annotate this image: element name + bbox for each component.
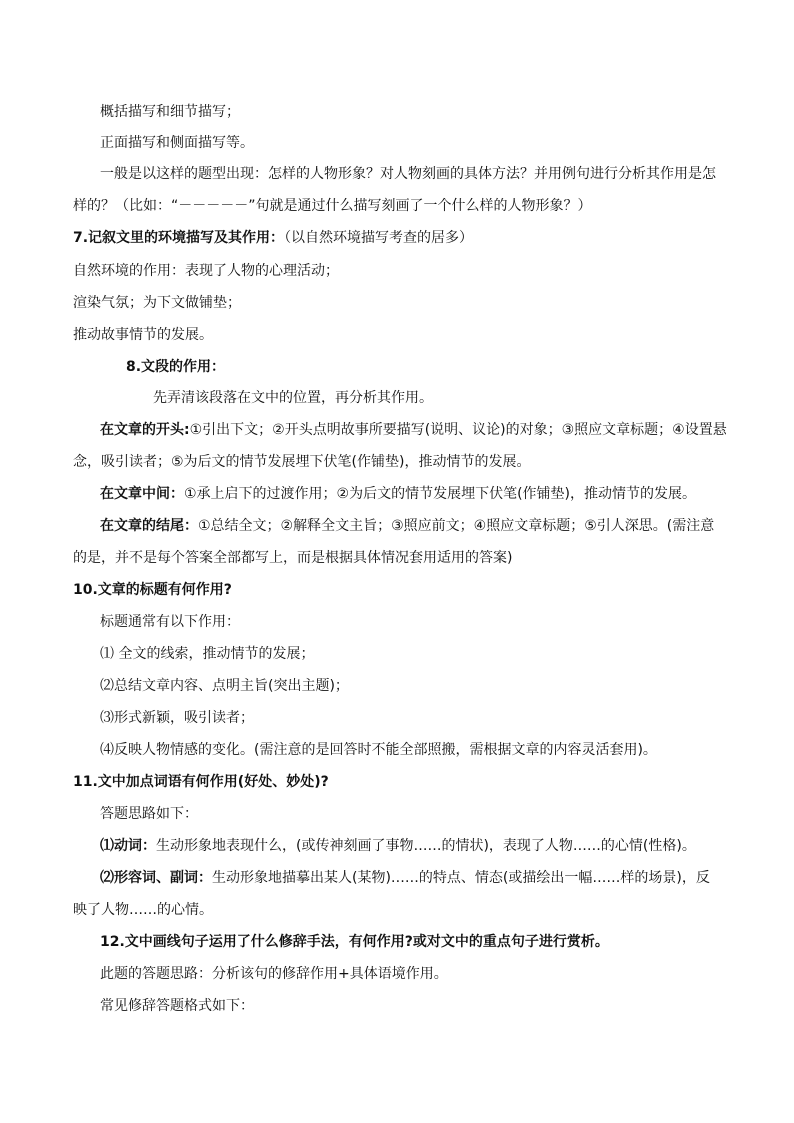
text-line: 映了人物……的心情。	[73, 902, 213, 918]
list-item-adjective	[100, 869, 710, 887]
heading-note: （以自然环境描写考查的居多）	[284, 230, 474, 246]
list-item: ⑴ 全文的线索，推动情节的发展；	[100, 646, 315, 662]
heading-bold: 7.记叙文里的环境描写及其作用：	[73, 230, 285, 246]
section-heading-12: 12.文中画线句子运用了什么修辞手法，有何作用?或对文中的重点句子进行赏析。	[100, 934, 609, 950]
text-line: 推动故事情节的发展。	[73, 327, 213, 343]
section-heading-11: 11.文中加点词语有何作用(好处、妙处)?	[73, 774, 329, 790]
label-text: ①引出下文；②开头点明故事所要描写(说明、议论)的对象；③照应文章标题；④设置悬	[189, 422, 727, 438]
label-text: ①总结全文；②解释全文主旨；③照应前文；④照应文章标题；⑤引人深思。(需注意	[198, 518, 715, 534]
section-heading-10: 10.文章的标题有何作用?	[73, 582, 232, 598]
text-line: 自然环境的作用：表现了人物的心理活动；	[73, 263, 339, 279]
text-line: 先弄清该段落在文中的位置，再分析其作用。	[153, 390, 433, 406]
text-line: 的是，并不是每个答案全部都写上，而是根据具体情况套用适用的答案)	[73, 550, 513, 566]
label-bold: ⑴动词：	[100, 838, 156, 854]
label-text: 生动形象地表现什么，(或传神刻画了事物……的情状)，表现了人物……的心情(性格)。	[156, 838, 696, 854]
text-line: 样的？（比如：“－－－－－”句就是通过什么描写刻画了一个什么样的人物形象？）	[73, 198, 592, 214]
list-item: ⑶形式新颖，吸引读者；	[100, 710, 254, 726]
label-text: ①承上启下的过渡作用；②为后文的情节发展埋下伏笔(作铺垫)，推动情节的发展。	[184, 486, 697, 502]
text-line: 渲染气氛；为下文做铺垫；	[73, 295, 241, 311]
text-line: 答题思路如下：	[100, 806, 198, 822]
text-line: 此题的答题思路：分析该句的修辞作用+具体语境作用。	[100, 966, 448, 982]
text-line: 标题通常有以下作用：	[100, 614, 240, 630]
label-bold: ⑵形容词、副词：	[100, 870, 212, 886]
section-heading-7	[73, 229, 473, 247]
section-heading-8: 8.文段的作用：	[126, 359, 226, 375]
label-bold: 在文章的开头:	[100, 422, 190, 438]
label-bold: 在文章的结尾：	[100, 518, 198, 534]
text-line: 念，吸引读者；⑤为后文的情节发展埋下伏笔(作铺垫)，推动情节的发展。	[73, 454, 531, 470]
paragraph-opening	[100, 421, 727, 439]
label-bold: 在文章中间：	[100, 486, 184, 502]
list-item: ⑷反映人物情感的变化。(需注意的是回答时不能全部照搬，需根据文章的内容灵活套用)。	[100, 742, 657, 758]
text-line: 概括描写和细节描写；	[100, 104, 240, 120]
text-line: 正面描写和侧面描写等。	[100, 135, 254, 151]
label-text: 生动形象地描摹出某人(某物)……的特点、情态(或描绘出一幅……样的场景)，反	[212, 870, 710, 886]
paragraph-middle	[100, 485, 696, 503]
text-line: 常见修辞答题格式如下：	[100, 998, 254, 1014]
list-item-verb	[100, 837, 696, 855]
list-item: ⑵总结文章内容、点明主旨(突出主题)；	[100, 678, 349, 694]
text-line: 一般是以这样的题型出现：怎样的人物形象？对人物刻画的具体方法？并用例句进行分析其作用是怎	[100, 166, 716, 182]
paragraph-ending	[100, 517, 714, 535]
